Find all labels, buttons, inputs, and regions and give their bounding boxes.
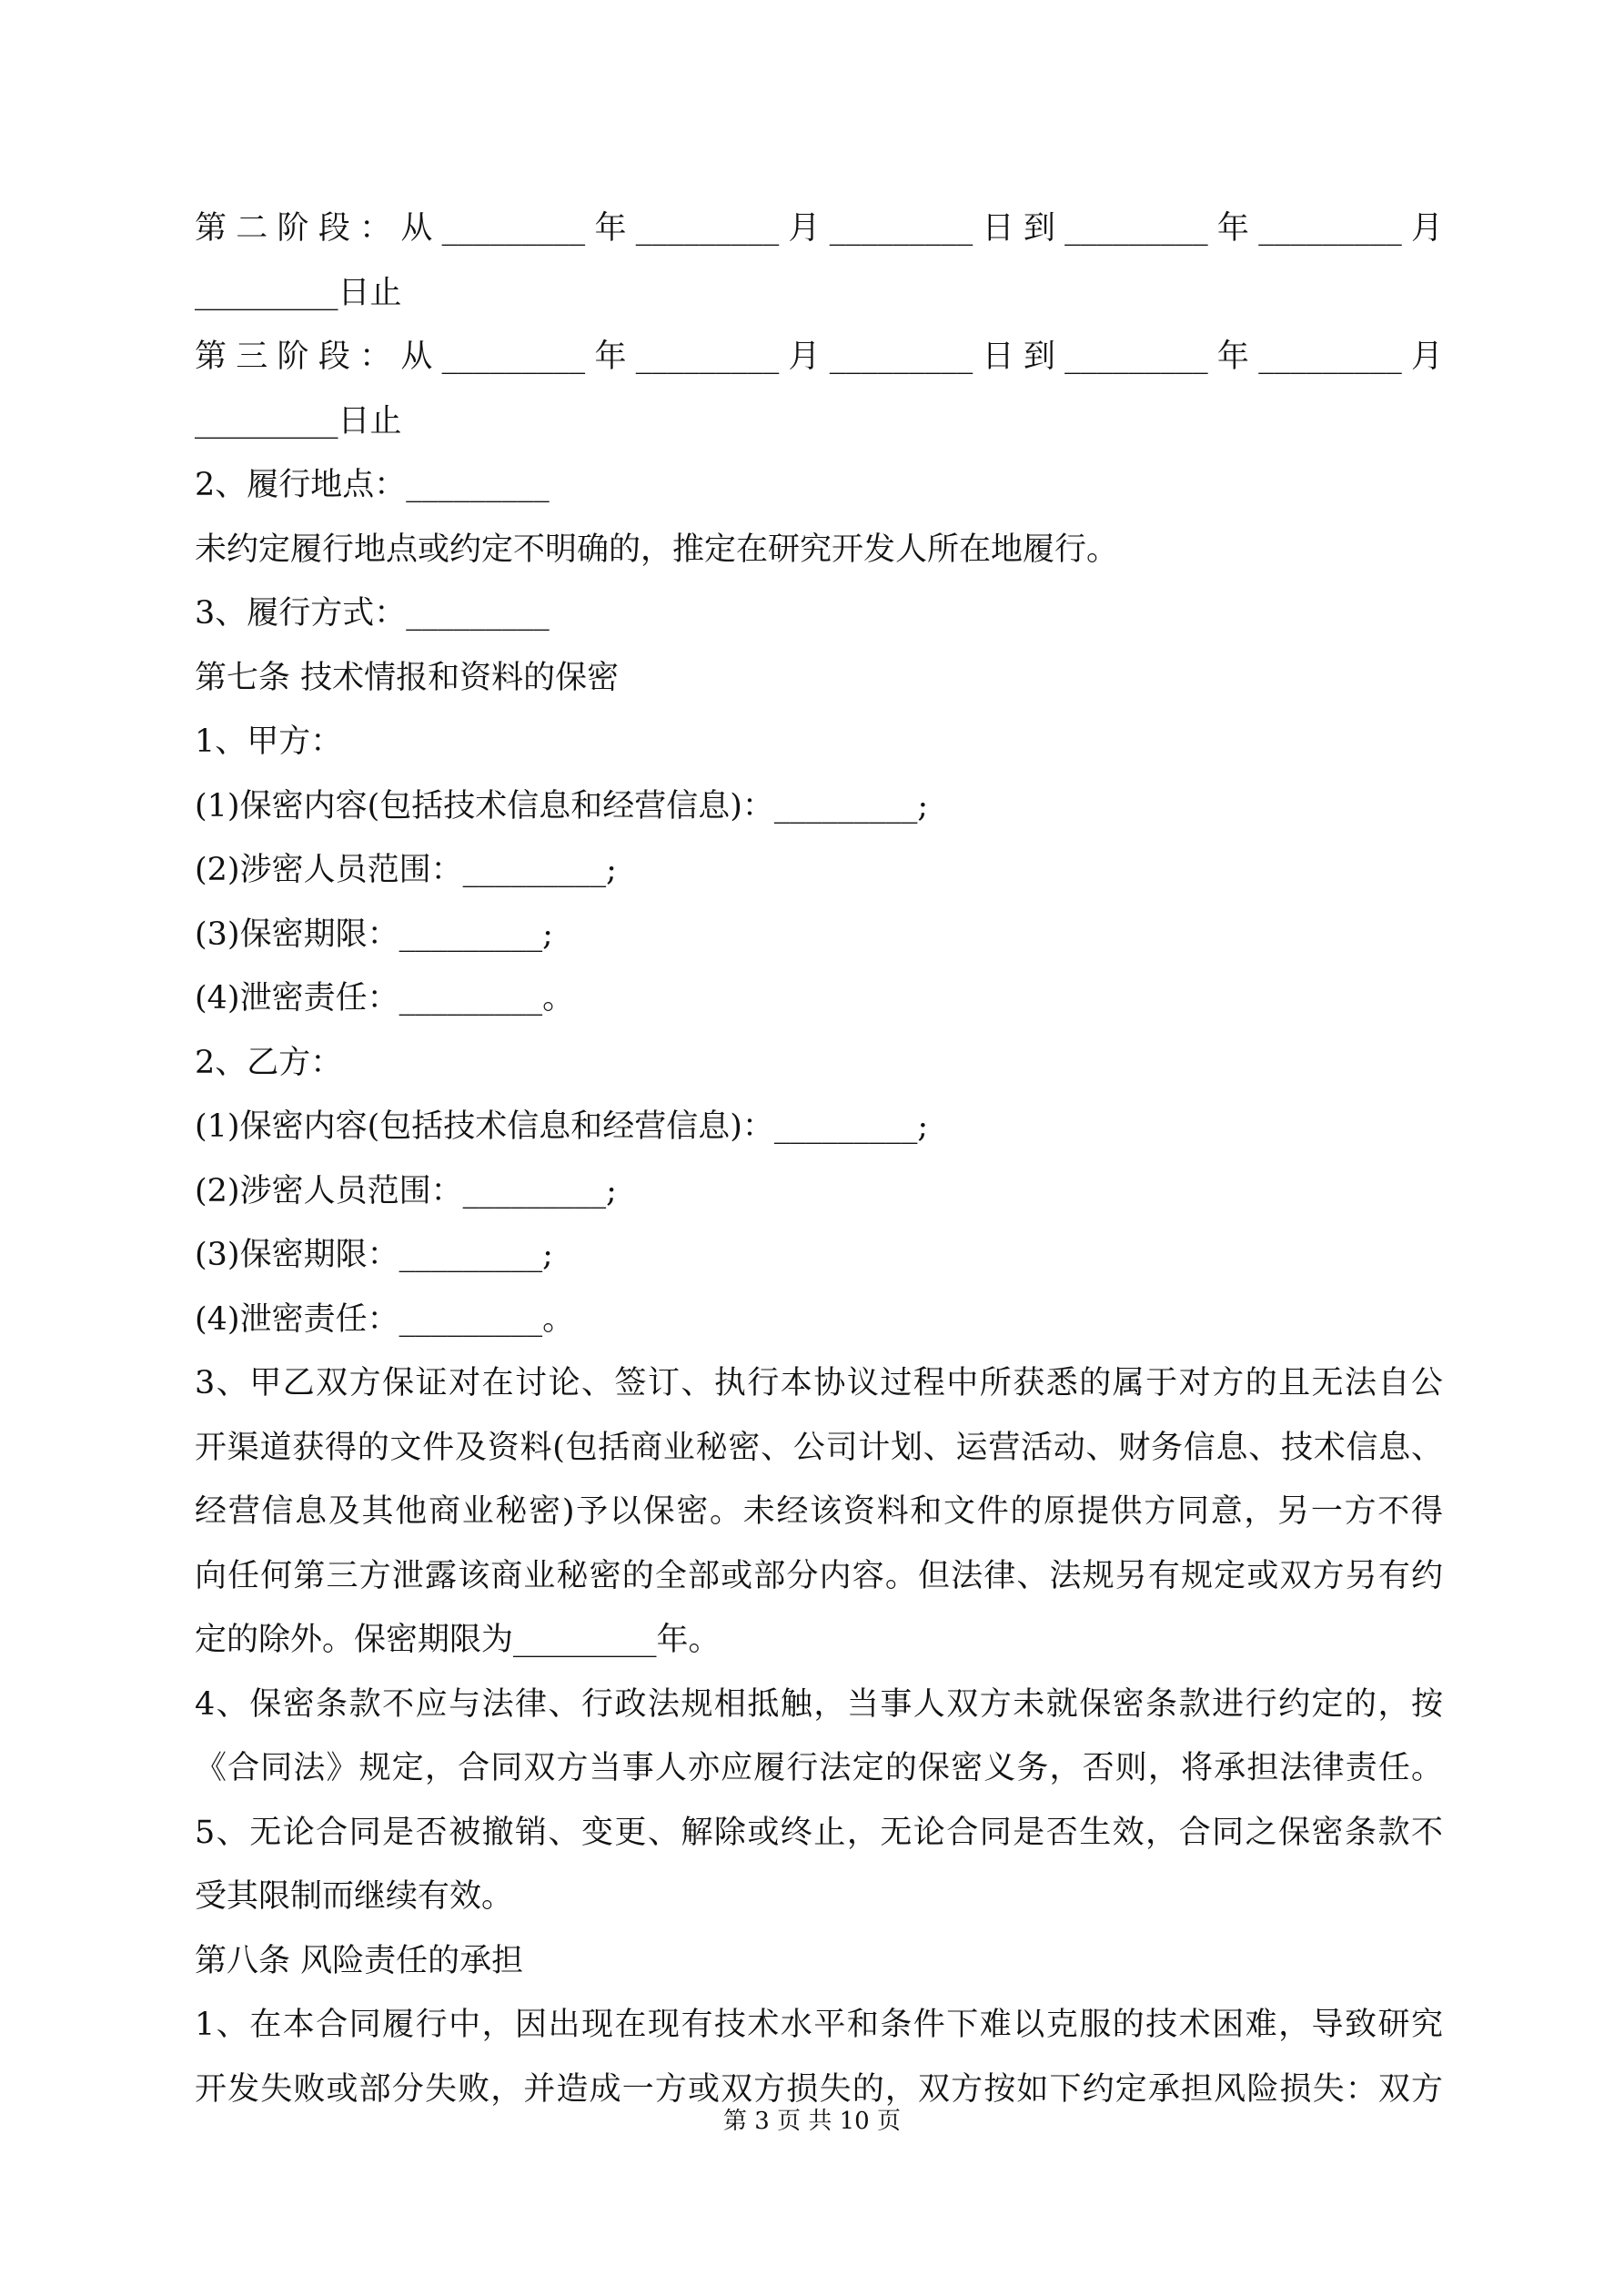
party-b-confidential-period: (3)保密期限：_________; bbox=[195, 1237, 553, 1273]
party-a-leak-liability: (4)泄密责任：_________。 bbox=[195, 980, 575, 1017]
party-a-personnel-scope: (2)涉密人员范围：_________; bbox=[195, 852, 617, 888]
party-b-leak-liability: (4)泄密责任：_________。 bbox=[195, 1300, 575, 1338]
stage-two-dates: 第二阶段：从_________年_________月_________日到_________年_________月 bbox=[195, 210, 1443, 247]
party-b-confidential-content: (1)保密内容(包括技术信息和经营信息)：_________; bbox=[195, 1108, 929, 1145]
clause-5-line-1: 5、无论合同是否被撤销、变更、解除或终止，无论合同是否生效，合同之保密条款不 bbox=[195, 1814, 1443, 1851]
stage-three-end: _________日止 bbox=[195, 402, 402, 440]
clause-3-line-4: 向任何第三方泄露该商业秘密的全部或部分内容。但法律、法规另有规定或双方另有约 bbox=[195, 1557, 1443, 1594]
clause-3-line-1: 3、甲乙双方保证对在讨论、签订、执行本协议过程中所获悉的属于对方的且无法自公 bbox=[195, 1365, 1443, 1401]
clause-3-line-3: 经营信息及其他商业秘密)予以保密。未经该资料和文件的原提供方同意，另一方不得 bbox=[195, 1493, 1443, 1530]
stage-two-end: _________日止 bbox=[195, 274, 402, 311]
clause-3-line-5: 定的除外。保密期限为_________年。 bbox=[195, 1622, 721, 1658]
location-default-note: 未约定履行地点或约定不明确的，推定在研究开发人所在地履行。 bbox=[195, 531, 1119, 568]
clause-4-line-2: 《合同法》规定，合同双方当事人亦应履行法定的保密义务，否则，将承担法律责任。 bbox=[195, 1750, 1443, 1786]
clause-4-line-1: 4、保密条款不应与法律、行政法规相抵触，当事人双方未就保密条款进行约定的，按 bbox=[195, 1685, 1443, 1723]
page-number-footer: 第 3 页 共 10 页 bbox=[723, 2108, 901, 2135]
article-seven-heading: 第七条 技术情报和资料的保密 bbox=[195, 659, 620, 696]
clause-5-line-2: 受其限制而继续有效。 bbox=[195, 1878, 514, 1915]
party-b-personnel-scope: (2)涉密人员范围：_________; bbox=[195, 1172, 617, 1209]
article-eight-heading: 第八条 风险责任的承担 bbox=[195, 1942, 524, 1979]
document-body bbox=[195, 197, 1443, 2121]
risk-clause-line-1: 1、在本合同履行中，因出现在现有技术水平和条件下难以克服的技术困难，导致研究 bbox=[195, 2007, 1443, 2043]
party-a-label: 1、甲方： bbox=[195, 723, 343, 760]
stage-three-dates: 第三阶段：从_________年_________月_________日到_________年_________月 bbox=[195, 339, 1443, 375]
clause-3-line-2: 开渠道获得的文件及资料(包括商业秘密、公司计划、运营活动、财务信息、技术信息、 bbox=[195, 1429, 1443, 1466]
risk-clause-line-2: 开发失败或部分失败，并造成一方或双方损失的，双方按如下约定承担风险损失：双方 bbox=[195, 2070, 1443, 2108]
party-a-confidential-content: (1)保密内容(包括技术信息和经营信息)：_________; bbox=[195, 787, 929, 824]
performance-location: 2、履行地点：_________ bbox=[195, 467, 550, 503]
performance-method: 3、履行方式：_________ bbox=[195, 595, 550, 632]
party-b-label: 2、乙方： bbox=[195, 1044, 343, 1081]
party-a-confidential-period: (3)保密期限：_________; bbox=[195, 915, 553, 953]
